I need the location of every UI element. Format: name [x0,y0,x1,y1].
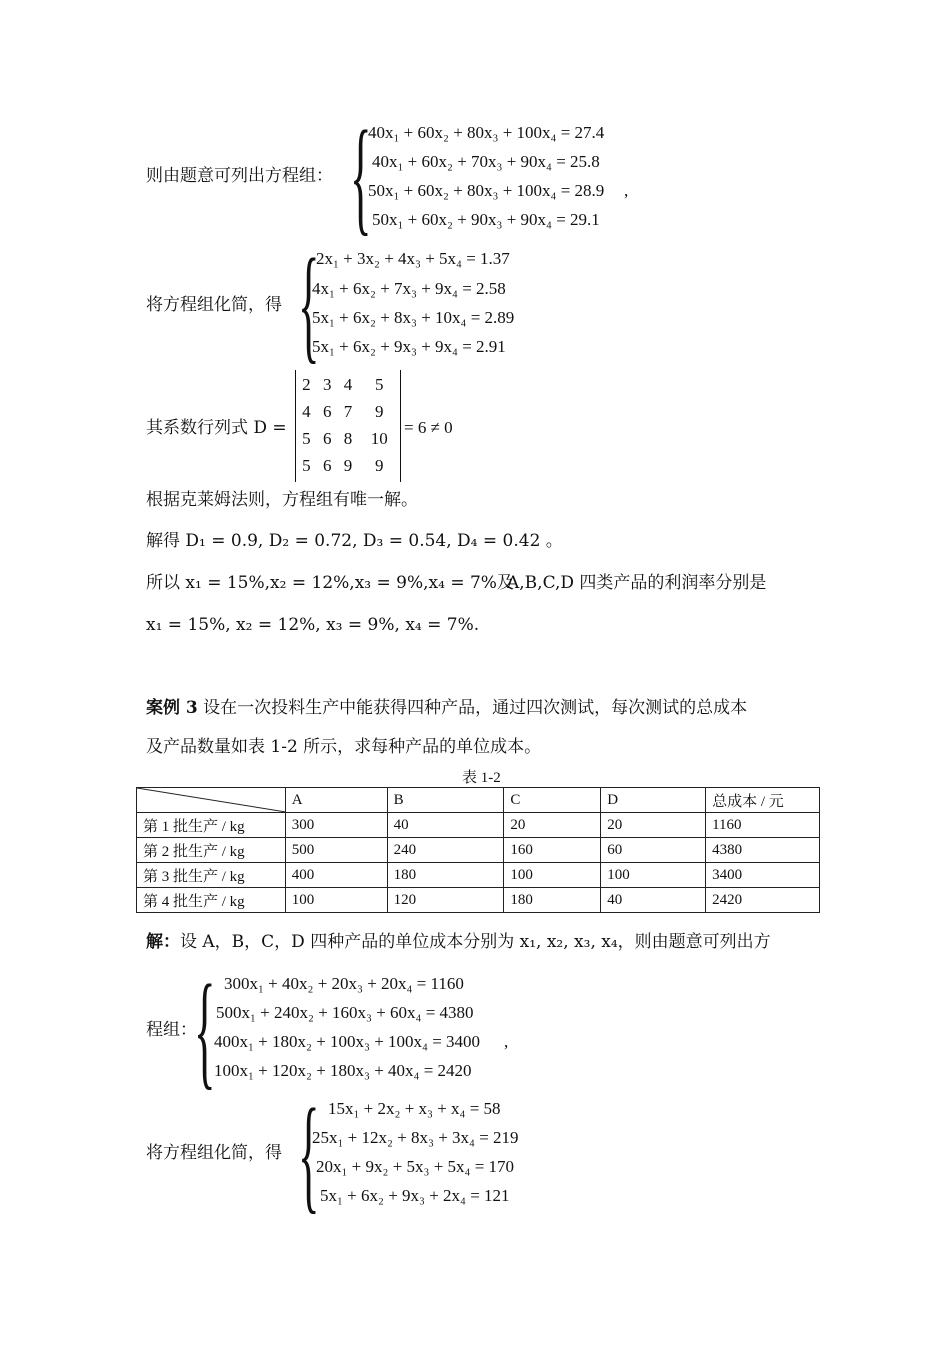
table-cell: 160 [504,838,601,863]
table-cell: 180 [387,863,504,888]
table-cell: 120 [387,888,504,913]
matrix-cell: 8 [343,428,353,448]
equation: 25x₁ + 12x₂ + 8x₃ + 3x₄ = 219 [312,1128,519,1147]
matrix-cell: 7 [343,401,353,421]
matrix-cell: 6 [322,428,332,448]
left-brace: { [298,1083,320,1225]
left-brace: { [194,959,216,1101]
matrix-cell: 6 [322,401,332,421]
diagonal-line [137,788,286,812]
column-header: B [387,788,504,813]
left-brace: { [350,105,372,247]
table-cell: 180 [504,888,601,913]
table-cell: 100 [285,888,387,913]
equation: 5x₁ + 6x₂ + 8x₃ + 10x₄ = 2.89 [312,308,515,327]
table-cell: 40 [601,888,706,913]
table-cell: 500 [285,838,387,863]
column-header: D [601,788,706,813]
determinant-label: 其系数行列式 D = [146,418,287,438]
case3-text-line2: 及产品数量如表 1-2 所示，求每种产品的单位成本。 [146,737,542,757]
trailing-comma: , [504,1032,509,1051]
solution-paragraph [146,931,771,953]
equation: 15x₁ + 2x₂ + x₃ + x₄ = 58 [328,1099,501,1118]
determinant-matrix [295,370,401,482]
table-cell: 100 [504,863,601,888]
therefore-line: 所以 x₁ = 15%,x₂ = 12%,x₃ = 9%,x₄ = 7%及 [146,573,514,593]
cramer-statement: 根据克莱姆法则，方程组有唯一解。 [146,490,418,510]
equation: 4x₁ + 6x₂ + 7x₃ + 9x₄ = 2.58 [312,279,506,298]
table-cell: 1160 [706,813,820,838]
table-cell: 3400 [706,863,820,888]
table-cell: 400 [285,863,387,888]
table-cell: 240 [387,838,504,863]
data-table [136,787,820,913]
table-header-row [137,788,820,813]
simplify-label: 将方程组化简，得 [146,1143,282,1163]
table-row [137,813,820,838]
column-header: A [285,788,387,813]
matrix-cell: 6 [322,455,332,475]
matrix-cell: 9 [343,455,353,475]
matrix-cell: 2 [302,374,311,394]
table-cell: 20 [504,813,601,838]
matrix-cell: 5 [302,428,311,448]
simplify-label: 将方程组化简，得 [146,295,282,315]
solution-text: 设 A，B，C，D 四种产品的单位成本分别为 x₁, x₂, x₃, x₄，则由题意可列出方 [180,932,771,952]
equation: 500x₁ + 240x₂ + 160x₃ + 60x₄ = 4380 [216,1003,474,1022]
equation: 40x₁ + 60x₂ + 70x₃ + 90x₄ = 25.8 [372,152,600,171]
equation: 300x₁ + 40x₂ + 20x₃ + 20x₄ = 1160 [224,974,464,993]
equation: 400x₁ + 180x₂ + 100x₃ + 100x₄ = 3400 [214,1032,481,1051]
matrix-cell: 10 [370,428,388,448]
result-line: x₁ = 15%, x₂ = 12%, x₃ = 9%, x₄ = 7%. [146,615,480,635]
table-cell: 60 [601,838,706,863]
system-intro: 则由题意可列出方程组： [146,166,333,186]
table-row [137,838,820,863]
table-row [137,888,820,913]
equation: 50x₁ + 60x₂ + 90x₃ + 90x₄ = 29.1 [372,210,600,229]
row-header: 第 4 批生产 / kg [137,888,286,913]
table-cell: 4380 [706,838,820,863]
equation: 2x₁ + 3x₂ + 4x₃ + 5x₄ = 1.37 [316,249,510,268]
left-brace: { [298,233,320,375]
table-cell: 100 [601,863,706,888]
column-header: C [504,788,601,813]
matrix-cell: 5 [374,374,384,394]
row-header: 第 3 批生产 / kg [137,863,286,888]
equation: 5x₁ + 6x₂ + 9x₃ + 2x₄ = 121 [320,1186,510,1205]
matrix-cell: 3 [322,374,332,394]
table-cell: 2420 [706,888,820,913]
matrix-cell: 4 [343,374,353,394]
solution-determinants: 解得 D₁ = 0.9, D₂ = 0.72, D₃ = 0.54, D₄ = 0.42 。 [146,531,563,551]
table-cell: 20 [601,813,706,838]
determinant-result: = 6 ≠ 0 [404,418,453,437]
equation: 5x₁ + 6x₂ + 9x₃ + 9x₄ = 2.91 [312,337,506,356]
matrix-cell: 4 [302,401,311,421]
row-header: 第 1 批生产 / kg [137,813,286,838]
row-header: 第 2 批生产 / kg [137,838,286,863]
solution-label: 解： [146,932,180,952]
case3-text: 设在一次投料生产中能获得四种产品，通过四次测试，每次测试的总成本 [203,698,748,718]
equation: 100x₁ + 120x₂ + 180x₃ + 40x₄ = 2420 [214,1061,472,1080]
therefore-line-tail: A,B,C,D 四类产品的利润率分别是 [507,573,767,593]
trailing-comma: , [624,181,629,200]
table-cell: 40 [387,813,504,838]
matrix-cell: 9 [374,455,384,475]
matrix-cell: 9 [374,401,384,421]
equation: 20x₁ + 9x₂ + 5x₃ + 5x₄ = 170 [316,1157,515,1176]
diagonal-header-cell [137,788,286,813]
case3-paragraph [146,697,747,719]
system-label: 程组： [146,1020,197,1040]
equation: 50x₁ + 60x₂ + 80x₃ + 100x₄ = 28.9 [368,181,605,200]
column-header: 总成本 / 元 [706,788,820,813]
table-caption: 表 1-2 [462,770,501,786]
case3-label: 案例 3 [146,698,198,718]
table-cell: 300 [285,813,387,838]
equation: 40x₁ + 60x₂ + 80x₃ + 100x₄ = 27.4 [368,123,605,142]
matrix-cell: 5 [302,455,311,475]
table-row [137,863,820,888]
